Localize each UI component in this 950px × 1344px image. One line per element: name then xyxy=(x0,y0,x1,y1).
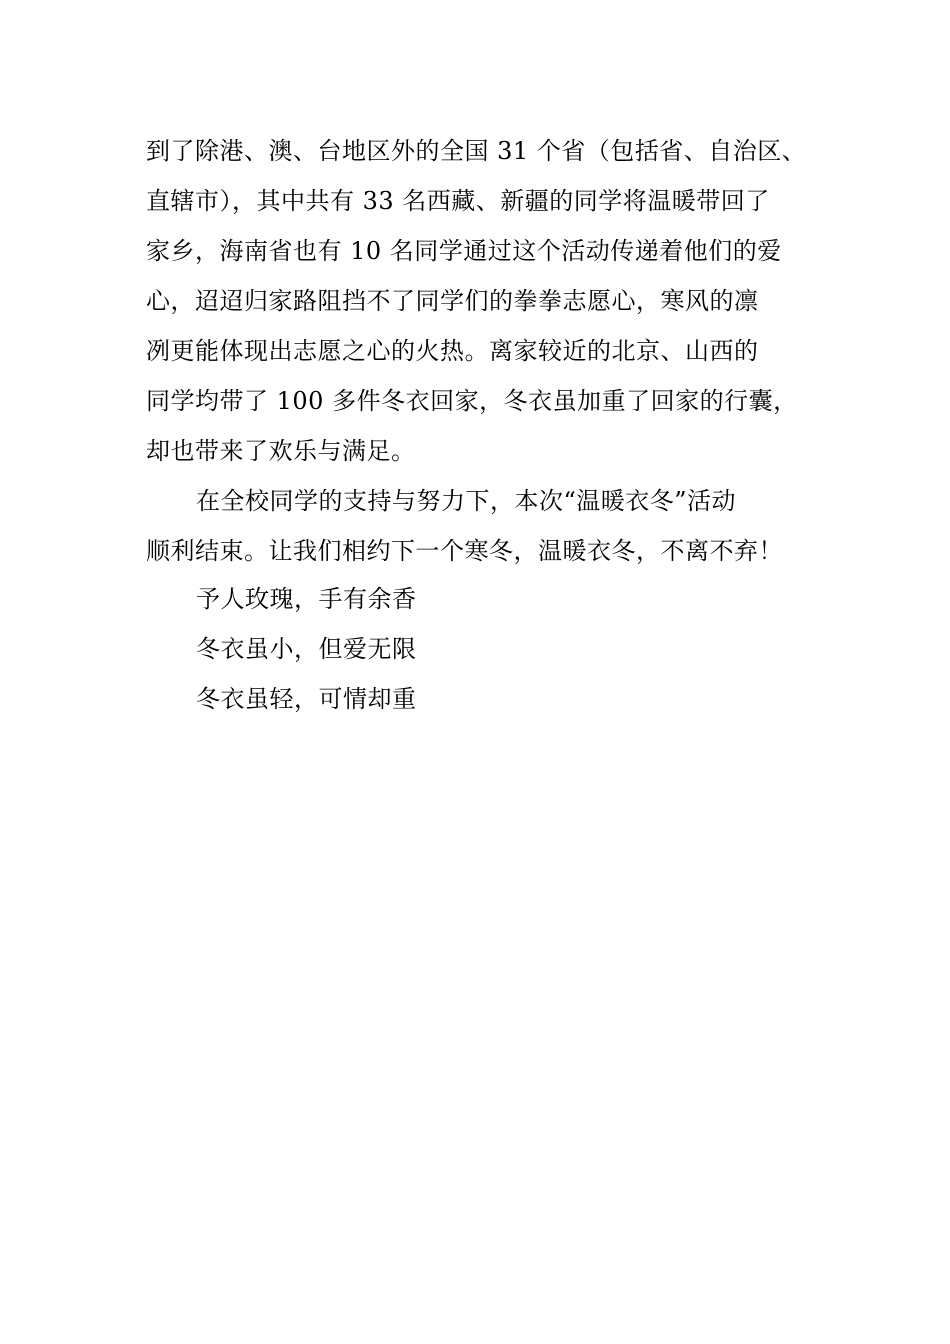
paragraph1-line: 直辖市），其中共有 33 名西藏、新疆的同学将温暖带回了 xyxy=(146,187,770,215)
paragraph2-line: 顺利结束。让我们相约下一个寒冬，温暖衣冬，不离不弃！ xyxy=(146,537,783,565)
paragraph1-line: 冽更能体现出志愿之心的火热。离家较近的北京、山西的 xyxy=(146,337,759,365)
paragraph1-line: 却也带来了欢乐与满足。 xyxy=(146,437,416,465)
verse-line: 冬衣虽小，但爱无限 xyxy=(196,635,417,663)
paragraph1-line: 心，迢迢归家路阻挡不了同学们的拳拳志愿心，寒风的凛 xyxy=(146,287,759,315)
paragraph1-line: 同学均带了 100 多件冬衣回家，冬衣虽加重了回家的行囊， xyxy=(146,387,798,415)
paragraph2-line: 在全校同学的支持与努力下，本次“温暖衣冬”活动 xyxy=(196,487,737,515)
verse-line: 予人玫瑰，手有余香 xyxy=(196,585,417,613)
paragraph1-line: 家乡，海南省也有 10 名同学通过这个活动传递着他们的爱 xyxy=(146,237,782,265)
paragraph1-line: 到了除港、澳、台地区外的全国 31 个省（包括省、自治区、 xyxy=(146,137,807,165)
verse-line: 冬衣虽轻，可情却重 xyxy=(196,685,417,713)
